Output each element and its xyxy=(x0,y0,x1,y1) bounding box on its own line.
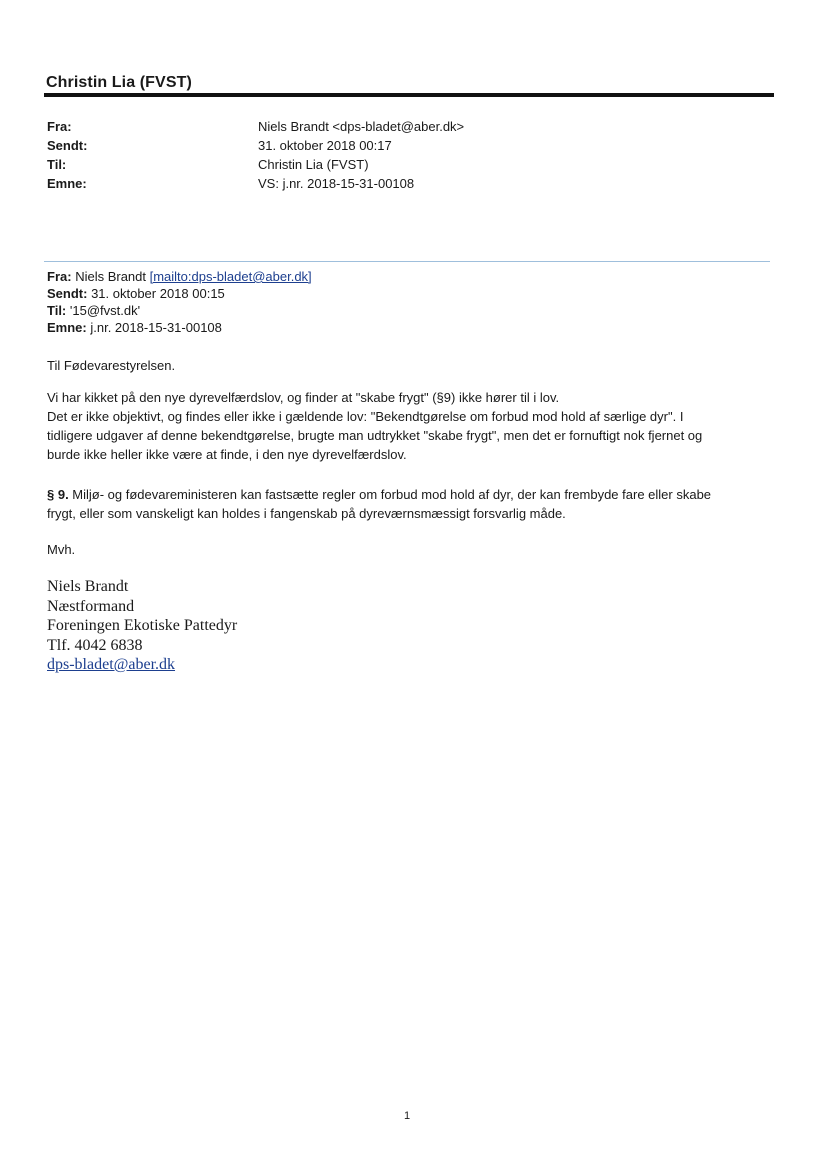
forwarded-from-name: Niels Brandt xyxy=(75,269,150,284)
forwarded-to-label: Til: xyxy=(47,303,67,318)
forwarded-subject-label: Emne: xyxy=(47,320,87,335)
section-text: Miljø- og fødevareministeren kan fastsætte regler om forbud mod hold af dyr, der kan frembyde fare eller skabe xyxy=(68,487,712,502)
forward-separator xyxy=(44,261,770,262)
signature-block xyxy=(47,577,237,675)
header-to-label: Til: xyxy=(47,157,67,172)
forwarded-sent-label: Sendt: xyxy=(47,286,88,301)
forwarded-from-row xyxy=(47,268,312,285)
forwarded-to-row xyxy=(47,302,312,319)
header-subject-label: Emne: xyxy=(47,176,87,191)
signature-organization: Foreningen Ekotiske Pattedyr xyxy=(47,617,238,634)
title-rule xyxy=(44,93,774,97)
signature-role: Næstformand xyxy=(47,597,135,615)
signature-phone: Tlf. 4042 6838 xyxy=(47,636,143,654)
forwarded-header xyxy=(47,268,312,336)
header-subject-value: VS: j.nr. 2018-15-31-00108 xyxy=(258,176,415,191)
forwarded-to-value: '15@fvst.dk' xyxy=(66,303,141,318)
header-from-value: Niels Brandt <dps-bladet@aber.dk> xyxy=(258,119,465,134)
header-from-label: Fra: xyxy=(47,119,72,134)
body-line: tidligere udgaver af denne bekendtgørelse, brugte man udtrykket "skabe frygt", men det er fornuftigt nok fjernet og xyxy=(47,428,703,443)
body-line: Vi har kikket på den nye dyrevelfærdslov, og finder at "skabe frygt" (§9) ikke hører til i lov. xyxy=(47,390,560,405)
page-number: 1 xyxy=(404,1110,411,1122)
section-label: § 9. xyxy=(47,487,69,502)
forwarded-subject-row xyxy=(47,319,312,336)
body-line: Det er ikke objektivt, og findes eller ikke i gældende lov: "Bekendtgørelse om forbud mod hold af særlige dyr". I xyxy=(47,409,684,424)
forwarded-sent-value: 31. oktober 2018 00:15 xyxy=(87,286,225,301)
header-sent-label: Sendt: xyxy=(47,138,88,153)
signature-name: Niels Brandt xyxy=(47,578,129,595)
forwarded-sent-row xyxy=(47,285,312,302)
forwarded-from-label: Fra: xyxy=(47,269,72,284)
signature-email-link[interactable]: dps-bladet@aber.dk xyxy=(47,656,176,673)
section-quote-line: frygt, eller som vanskeligt kan holdes i fangenskab på dyreværnsmæssigt forsvarlig måde. xyxy=(47,506,566,521)
mailbox-owner-title: Christin Lia (FVST) xyxy=(46,74,192,91)
section-quote-line xyxy=(47,485,711,504)
forwarded-mailto-link[interactable]: [mailto:dps-bladet@aber.dk] xyxy=(149,269,312,284)
body-line: burde ikke heller ikke være at finde, i den nye dyrevelfærdslov. xyxy=(47,447,407,462)
header-sent-value: 31. oktober 2018 00:17 xyxy=(258,138,392,153)
body-greeting: Til Fødevarestyrelsen. xyxy=(47,358,176,373)
body-closing: Mvh. xyxy=(47,542,76,557)
forwarded-subject-value: j.nr. 2018-15-31-00108 xyxy=(86,320,222,335)
header-to-value: Christin Lia (FVST) xyxy=(258,157,369,172)
